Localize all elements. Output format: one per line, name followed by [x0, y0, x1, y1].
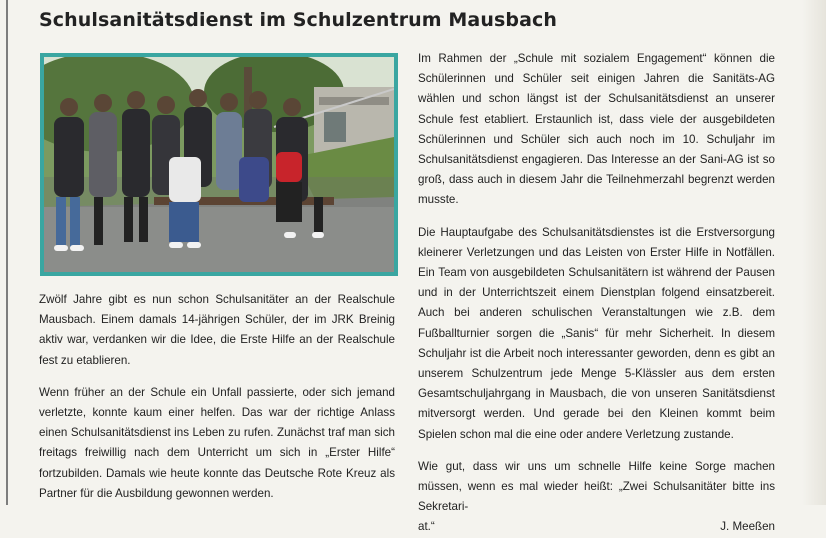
closing-paragraph	[418, 457, 775, 538]
right-column	[418, 49, 775, 538]
paragraph: Zwölf Jahre gibt es nun schon Schulsanitäter an der Realschule Mausbach. Einem damals 14-jährigen Schüler, der im JRK Breinig aktiv war, verdanken wir die Idee, die Erste Hilfe an der Realschule fest zu etablieren.	[39, 293, 395, 367]
closing-end: at.“	[418, 520, 435, 534]
signature-line	[418, 517, 775, 537]
closing-text: Wie gut, dass wir uns um schnelle Hilfe keine Sorge machen müssen, wenn es mal wieder heißt: „Zwei Schulsanitäter bitte ins Sekretari-	[418, 459, 775, 514]
group-photo	[40, 53, 398, 276]
page-edge-rule	[6, 0, 8, 505]
left-column	[39, 290, 395, 504]
article-title: Schulsanitätsdienst im Schulzentrum Mausbach	[39, 9, 557, 31]
page-edge-shadow	[802, 0, 826, 505]
paragraph: Im Rahmen der „Schule mit sozialem Engagement“ können die Schülerinnen und Schüler seit einigen Jahren die Sanitäts-AG wählen und schon längst ist der Schulsanitätsdienst an unserer Schule fest etabliert. Erstaunlich ist, dass viele der ausgebildeten Schülerinnen und Schüler sich auch noch im 10. Schuljahr im Schulsanitätsdienst engagieren. Das Interesse an der Sani-AG ist so groß, dass auch in diesem Jahr die Teilnehmerzahl begrenzt werden musste.	[418, 52, 775, 207]
paragraph: Die Hauptaufgabe des Schulsanitätsdienstes ist die Erstversorgung kleinerer Verletzungen und das Leisten von Erster Hilfe in Notfällen. Ein Team von ausgebildeten Schulsanitätern ist während der Pausen und in der Unterrichtszeit einem Dienstplan folgend einsatzbereit. Auch bei anderen schulischen Veranstaltungen wie z.B. dem Fußballturnier sorgen die „Sanis“ für mehr Sicherheit. In diesem Schuljahr ist die Arbeit noch interessanter geworden, denn es gibt an unserem Schulzentrum jede Menge 5-Klässler aus dem ersten Gesamtschuljahrgang in Mausbach, die von unseren Sanitätsdienst mitversorgt werden. Und gerade bei den Kleinen kommt beim Spielen schon mal die eine oder andere Verletzung zustande.	[418, 225, 775, 441]
paragraph: Wenn früher an der Schule ein Unfall passierte, oder sich jemand verletzte, konnte kaum einer helfen. Das war der richtige Anlass einen Schulsanitätsdienst ins Leben zu rufen. Zunächst traf man sich freitags freiwillig nach dem Unterricht um sich in „Erster Hilfe“ fortzubilden. Damals wie heute konnte das Deutsche Rote Kreuz als Partner für die Ausbildung gewonnen werden.	[39, 385, 395, 500]
author-signature: J. Meeßen	[720, 520, 775, 534]
